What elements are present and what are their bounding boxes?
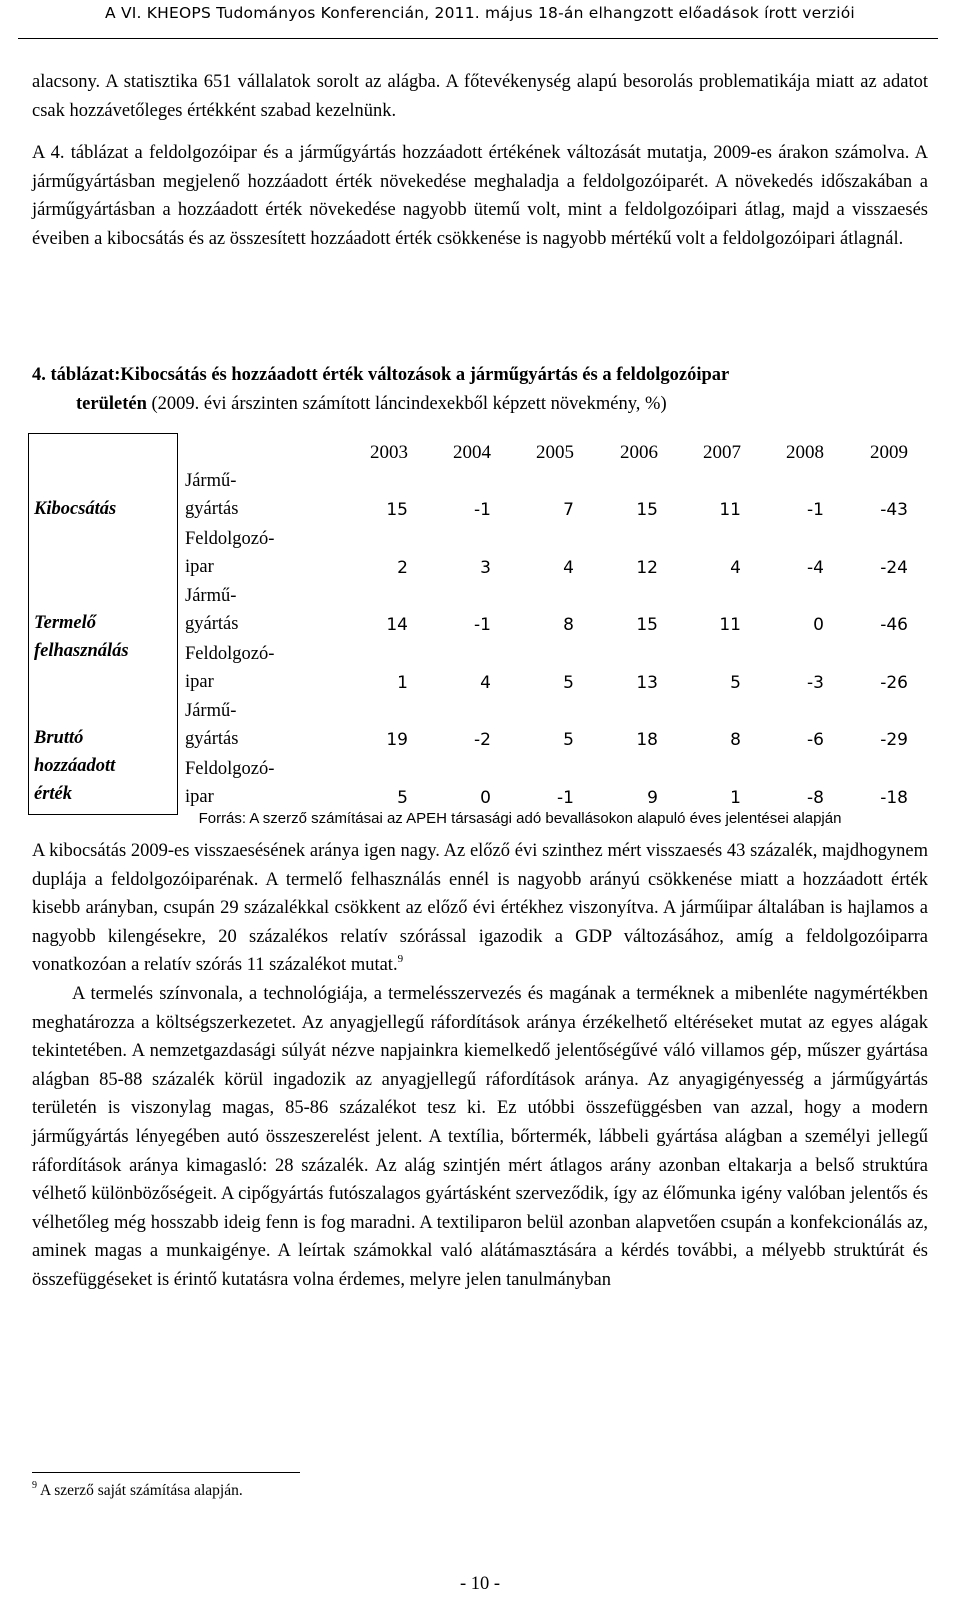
paragraph-3: [32, 837, 928, 980]
table-cell: 15: [636, 615, 658, 635]
header-rule: [18, 38, 938, 39]
row-label-line: ipar: [185, 786, 214, 807]
paragraph-1: alacsony. A statisztika 651 vállalatok sorolt az alágba. A főtevékenység alapú besorolás problematikája miatt az adatot csak hozzávetőleges értékként szabad kezelnünk.: [32, 72, 928, 121]
section-label-brutto: [34, 724, 174, 808]
section-label-line: érték: [34, 784, 73, 804]
table-cell: -4: [807, 557, 824, 578]
table-cell: 8: [730, 730, 741, 750]
table-cell: 4: [730, 557, 741, 578]
row-label-line: ipar: [185, 671, 214, 692]
row-label-line: Feldolgozó-: [185, 643, 275, 664]
year-header: 2005: [536, 442, 574, 463]
row-label: [185, 467, 325, 523]
table-cell: -26: [880, 672, 908, 693]
main-text: [32, 837, 928, 1295]
row-label-line: ipar: [185, 556, 214, 577]
table-source: Forrás: A szerző számításai az APEH társasági adó bevallásokon alapuló éves jelentései alapján: [198, 810, 842, 827]
table-cell: -1: [557, 787, 574, 808]
footnote-reference: 9: [397, 953, 404, 966]
table-cell: -8: [807, 787, 824, 808]
table-cell: 13: [636, 672, 658, 693]
row-label-line: Jármű-: [185, 586, 237, 606]
table-cell: -1: [474, 615, 491, 635]
table-cell: 5: [730, 672, 741, 693]
row-label-line: Feldolgozó-: [185, 528, 275, 549]
year-header: 2004: [453, 442, 491, 463]
table-cell: 4: [563, 557, 574, 578]
row-label-line: gyártás: [185, 729, 239, 749]
row-label: [185, 640, 325, 696]
table-cell: 3: [480, 557, 491, 578]
row-label: [185, 582, 325, 638]
table-cell: -3: [807, 672, 824, 693]
table-cell: 5: [397, 787, 408, 808]
table-cell: -1: [807, 500, 824, 520]
table-cell: 15: [636, 500, 658, 520]
table-cell: 2: [397, 557, 408, 578]
table-cell: 9: [647, 787, 658, 808]
table-cell: -1: [474, 500, 491, 520]
row-label: [185, 525, 325, 581]
year-header: 2003: [370, 442, 408, 463]
table-cell: 0: [480, 787, 491, 808]
page-number: - 10 -: [459, 1574, 501, 1594]
table-cell: 5: [563, 730, 574, 750]
section-label-line: Bruttó: [34, 728, 84, 748]
row-label-line: gyártás: [185, 499, 239, 519]
table-cell: 5: [563, 672, 574, 693]
table-cell: -18: [880, 787, 908, 808]
footnote-text: A szerző saját számítása alapján.: [37, 1482, 243, 1499]
table-cell: 1: [730, 787, 741, 808]
row-label-line: Feldolgozó-: [185, 758, 275, 779]
table-cell: 1: [397, 672, 408, 693]
section-label-kibocsatas: Kibocsátás: [34, 499, 117, 519]
table-cell: 4: [480, 672, 491, 693]
table-cell: -2: [474, 730, 491, 750]
footnote-mark: 9: [32, 1480, 37, 1491]
row-label-line: Jármű-: [185, 471, 237, 491]
table-cell: 15: [386, 500, 408, 520]
table-cell: 11: [719, 615, 741, 635]
year-header: 2007: [703, 442, 741, 463]
table-cell: 12: [636, 557, 658, 578]
row-label-line: gyártás: [185, 614, 239, 634]
table-cell: -43: [880, 500, 908, 520]
year-header: 2006: [620, 442, 658, 463]
section-label-termelo: [34, 609, 174, 665]
table-caption: [32, 361, 928, 419]
table-cell: 0: [813, 615, 824, 635]
section-label-line: Termelő: [34, 613, 97, 633]
running-header: A VI. KHEOPS Tudományos Konferencián, 2011. május 18-án elhangzott előadások írott verziói: [105, 4, 855, 22]
table-caption-subtitle: (2009. évi árszinten számított láncindexekből képzett növekmény, %): [146, 394, 667, 414]
paragraph-4: A termelés színvonala, a technológiája, a termelésszervezés és magának a terméknek a mibenléte nagymértékben meghatározza a költségszerkezetet. Az anyagjellegű ráfordítások aránya érzékelhető eltéréseket mutat az egyes alágak tekintetében. A nemzetgazdasági súlyát nézve napjainkra kiemelkedő jelentőségűvé váló villamos gép, műszer gyártása alágban 85-88 százalék körül ingadozik az anyagjellegű ráfordítások aránya. Az anyagigényesség a járműgyártás területén is viszonylag magas, 85-86 százalékot tesz ki. Ez utóbbi összefüggésben van azzal, hogy a modern járműgyártás lényegében autó összeszerelést jelent. A textília, bőrtermék, lábbeli gyártása alágban a személyi jellegű ráfordítások aránya kimagasló: 28 százalék. Az alág szintjén mért átlagos arány azonban eltakarja a belső struktúra vélhető különbözőségeit. A cipőgyártás futószalagos gyártásként szerveződik, így az élőmunka igény valóban jelentős és vélhetőleg még hosszabb ideig fenn is fog maradni. A textiliparon belül azonban alapvetően csupán a konfekcionálás az, aminek magas a munkaigénye. A leírtak számokkal való alátámasztására a kérdés további, a mélyebb struktúrát és összefüggéseket is érintő kutatásra volna érdemes, melyre jelen tanulmányban: [32, 983, 928, 1290]
intro-text: [32, 68, 928, 254]
table-caption-title-cont: területén: [76, 394, 147, 414]
table-cell: 11: [719, 500, 741, 520]
section-label-line: hozzáadott: [34, 756, 116, 776]
row-label: [185, 697, 325, 753]
table-cell: 18: [636, 730, 658, 750]
year-header: 2009: [870, 442, 908, 463]
year-header: 2008: [786, 442, 824, 463]
paragraph-3-text: A kibocsátás 2009-es visszaesésének aránya igen nagy. Az előző évi szinthez mért visszaesés 43 százalék, majdhogynem duplája a feldolgozóiparénak. A termelő felhasználás ennél is nagyobb arányú csökkenése miatt a hozzáadott érték kisebb arányban, csupán 29 százalékkal csökkent az előző évi értékhez viszonyítva. A járműipar általában is hajlamos a nagyobb kilengésekre, 20 százalékos relatív szórással igazodik a GDP változásához, amíg a feldolgozóiparra vonatkozóan a relatív szórás 11 százalékot mutat.: [32, 841, 928, 976]
table-cell: 8: [563, 615, 574, 635]
row-label-line: Jármű-: [185, 701, 237, 721]
table-cell: -6: [807, 730, 824, 750]
table-cell: -24: [880, 557, 908, 578]
table-cell: -46: [880, 615, 908, 635]
table-cell: 7: [563, 500, 574, 520]
section-label-line: felhasználás: [34, 641, 129, 661]
table-caption-title: 4. táblázat:Kibocsátás és hozzáadott érték változások a járműgyártás és a feldolgozóipar: [32, 365, 730, 385]
footnote-rule: [32, 1472, 300, 1473]
paragraph-2: A 4. táblázat a feldolgozóipar és a járműgyártás hozzáadott értékének változását mutatja, 2009-es árakon számolva. A járműgyártásban megjelenő hozzáadott érték növekedése meghaladja a feldolgozóiparét. A növekedés időszakában a járműgyártásban a hozzáadott érték növekedése nagyobb ütemű volt, mint a feldolgozóipari átlag, majd a visszaesés éveiben a kibocsátás és az összesített hozzáadott érték csökkenése is nagyobb mértékű volt a feldolgozóipari átlagnál.: [32, 143, 928, 249]
table-cell: 14: [386, 615, 408, 635]
footnote: [32, 1480, 243, 1502]
row-label: [185, 755, 325, 811]
table-cell: -29: [880, 730, 908, 750]
table-cell: 19: [386, 730, 408, 750]
